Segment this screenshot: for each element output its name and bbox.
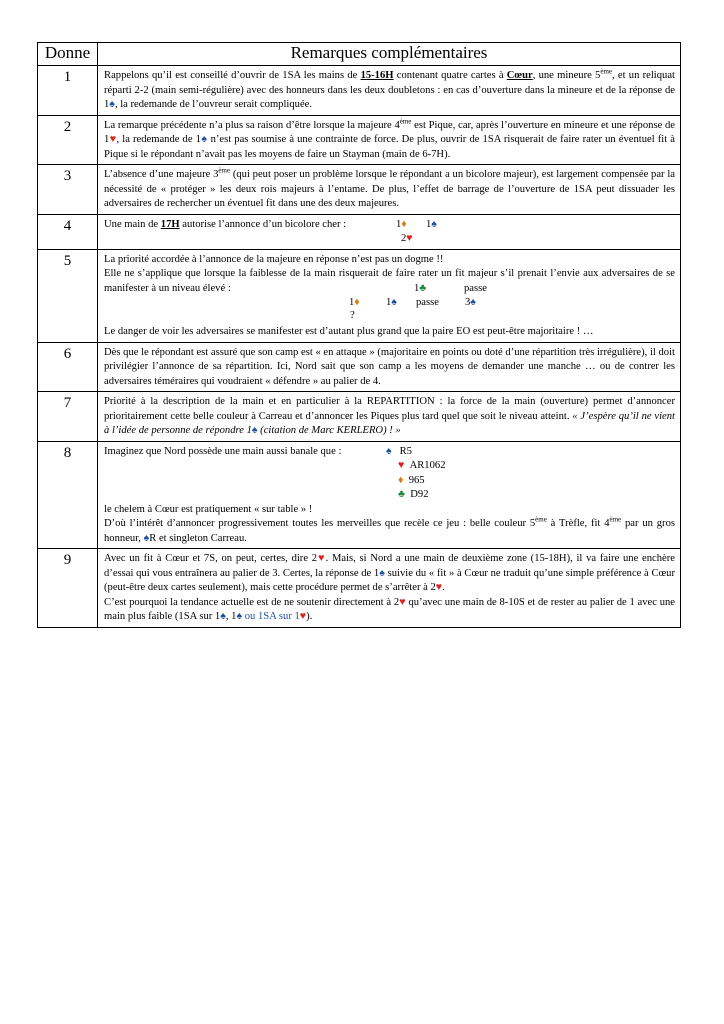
auction-question: ? — [350, 310, 355, 321]
text-segment: Rappelons qu’il est conseillé d’ouvrir de 1SA les mains de — [104, 70, 361, 81]
auction-bid: 3♠ — [465, 297, 476, 308]
superscript: ème — [218, 166, 231, 175]
spade-icon: ♠ — [379, 567, 385, 579]
spade-icon: ♠ — [200, 134, 208, 145]
diamond-icon: ♦ — [354, 297, 360, 308]
text-segment: Priorité à la description de la main et en particulier à la REPARTITION : la force de la main (ouverture) permet d’annoncer prioritairement cette belle couleur à Carreau et d’annoncer les Piques plus tard quel que soit le niveau atteint. — [104, 396, 675, 422]
superscript: ème — [600, 67, 613, 76]
donne-number: 2 — [38, 115, 98, 165]
auction-bid: 1♦ — [349, 297, 360, 308]
donne-number: 1 — [38, 66, 98, 116]
text-segment: Imaginez que Nord possède une main aussi banale que : — [104, 445, 342, 457]
auction-bid: 1♣ — [414, 283, 427, 294]
text-segment: autorise l’annonce d’un bicolore cher : — [179, 218, 347, 230]
donne-number: 9 — [38, 549, 98, 628]
donne-number: 8 — [38, 441, 98, 549]
spade-icon: ♠ — [386, 445, 392, 457]
club-icon: ♣ — [398, 489, 405, 500]
auction-bid: passe — [416, 297, 439, 308]
text-segment: (qui peut poser un problème lorsque le répondant a un bicolore majeur), est largement compensée par la nécessité de « protéger » les deux rois majeurs à l’entame. De plus, l’effet de barrage de l’ouverture de 1SA peut dissuader les adversaires de rechercher un éventuel fit dans une des deux majeures. — [104, 169, 675, 209]
text-line: D’où l’intérêt d’annoncer progressivement toutes les merveilles que recèle ce jeu : belle couleur 5ème à Trèfle, fit 4ème par un gros honneur, ♠R et singleton Carreau. — [104, 515, 675, 544]
donne-number: 6 — [38, 342, 98, 392]
table-header-row — [38, 43, 681, 66]
header-donne: Donne — [38, 43, 98, 66]
heart-icon: ♥ — [299, 611, 307, 622]
heart-icon: ♥ — [317, 553, 326, 564]
heart-icon: ♥ — [399, 596, 406, 608]
header-remarques: Remarques complémentaires — [98, 43, 681, 66]
diamond-icon: ♦ — [401, 218, 407, 230]
table-row — [38, 115, 681, 165]
heart-icon: ♥ — [406, 232, 413, 244]
spade-icon: ♠ — [431, 218, 437, 230]
auction — [104, 283, 675, 325]
hand-hearts: AR1062 — [409, 460, 446, 471]
diamond-icon: ♦ — [398, 474, 404, 486]
text-line: le chelem à Cœur est pratiquement « sur table » ! — [104, 503, 313, 515]
heart-icon: ♥ — [435, 582, 443, 593]
remarks-table — [37, 42, 681, 628]
text-segment: Une main de — [104, 218, 161, 230]
text-line: La priorité accordée à l’annonce de la majeure en réponse n’est pas un dogme !! — [104, 253, 444, 265]
text-segment: n’est pas soumise à une contrainte de force. De plus, ouvrir de 1SA risquerait de faire rater un éventuel fit à Pique si le répondant n’avait pas les moyens de faire un Stayman (main de 6-7H). — [104, 134, 675, 160]
text-line: Le danger de voir les adversaires se manifester est d’autant plus grand que la paire EO est peut-être majoritaire ! … — [104, 326, 594, 337]
text-segment: , la redemande de l’ouvreur serait compliquée. — [114, 99, 313, 110]
hand-diamonds: 965 — [408, 474, 425, 486]
auction-bid: passe — [464, 283, 487, 294]
hand-clubs: D92 — [410, 489, 429, 500]
superscript: ème — [535, 515, 547, 524]
bid-1-diamond: 1♦ — [396, 218, 407, 230]
spade-icon: ♠ — [236, 611, 243, 622]
spade-icon: ♠ — [470, 297, 476, 308]
text-segment: est Pique, car, après l’ouverture en mineure et une réponse de 1 — [104, 119, 675, 145]
quote-text: (citation de Marc KERLERO) ! » — [257, 425, 401, 436]
donne-number: 4 — [38, 214, 98, 249]
table-row — [38, 165, 681, 215]
text-line: Elle ne s’applique que lorsque la faiblesse de la main risquerait de faire rater un fit majeur s’il prenait l’envie aux adversaires de se manifester à un niveau élevé : — [104, 268, 675, 294]
table-row — [38, 392, 681, 442]
table-row — [38, 441, 681, 549]
table-row — [38, 549, 681, 628]
text-segment: La remarque précédente n’a plus sa raison d’être lorsque la majeure 4 — [104, 119, 400, 131]
text-segment: 15-16H — [360, 70, 394, 81]
table-row — [38, 214, 681, 249]
table-row — [38, 66, 681, 116]
remark-text — [98, 165, 681, 215]
heart-icon: ♥ — [398, 460, 405, 471]
spade-icon: ♠ — [143, 532, 150, 544]
donne-number: 7 — [38, 392, 98, 442]
text-paragraph: C’est pourquoi la tendance actuelle est de ne soutenir directement à 2♥ qu’avec une main de 8-10S et de rester au palier de 1 avec une main plus faible (1SA sur 1♠, 1♠ ou 1SA sur 1♥). — [104, 596, 675, 622]
club-icon: ♣ — [419, 283, 427, 294]
donne-number: 3 — [38, 165, 98, 215]
remark-text — [98, 66, 681, 116]
remark-text — [98, 214, 681, 249]
text-segment: , la redemande de 1 — [116, 134, 201, 145]
superscript: ème — [609, 515, 622, 524]
remark-text — [98, 441, 681, 549]
text-segment: 17H — [160, 218, 180, 230]
text-segment: , et un reliquat réparti 2-2 (main semi-régulière) avec des honneurs dans les deux doubletons : en cas d’ouverture dans la mineure et de la réponse de 1 — [104, 70, 675, 110]
text-segment: Cœur — [506, 70, 533, 81]
spade-icon: ♠ — [251, 425, 258, 436]
quote-text: « J’espère qu’il ne vient à l’idée de personne de répondre 1 — [104, 410, 675, 436]
heart-icon: ♥ — [109, 134, 117, 145]
bid-2-heart: 2♥ — [401, 232, 413, 244]
text-paragraph: Avec un fit à Cœur et 7S, on peut, certes, dire 2♥. Mais, si Nord a une main de deuxième zone (15-18H), il va faire une enchère d’essai qui vous entraînera au palier de 3. Certes, la réponse de 1♠ suivie du « fit » à Cœur ne traduit qu’une simple préférence à Cœur (peut-être deux cartes seulement), mais cette procédure permet de s’arrêter à 2♥. — [104, 553, 675, 593]
text-segment: , une mineure 5 — [532, 70, 601, 81]
spade-icon: ♠ — [220, 611, 226, 622]
remark-text — [98, 549, 681, 628]
spade-icon: ♠ — [391, 297, 397, 308]
text-segment: L’absence d’une majeure 3 — [104, 169, 219, 180]
auction-bid: 1♠ — [386, 297, 397, 308]
superscript: ème — [399, 116, 412, 125]
north-hand — [386, 445, 446, 503]
spade-icon: ♠ — [109, 99, 115, 110]
text-segment: contenant quatre cartes à — [393, 70, 507, 81]
bid-1-spade: 1♠ — [426, 218, 437, 230]
table-row — [38, 342, 681, 392]
table-row — [38, 249, 681, 342]
hand-spades: R5 — [399, 445, 412, 457]
remark-text — [98, 392, 681, 442]
remark-text — [98, 249, 681, 342]
donne-number: 5 — [38, 249, 98, 342]
remark-text: Dès que le répondant est assuré que son camp est « en attaque » (majoritaire en points ou doté d’une répartition très irrégulière), il doit privilégier l’annonce de sa répartition. Ici, Nord sait que son camp a les moyens de demander une manche … ou de contrer les adversaires téméraires qui voudraient « défendre » au palier de 4. — [98, 342, 681, 392]
remark-text — [98, 115, 681, 165]
